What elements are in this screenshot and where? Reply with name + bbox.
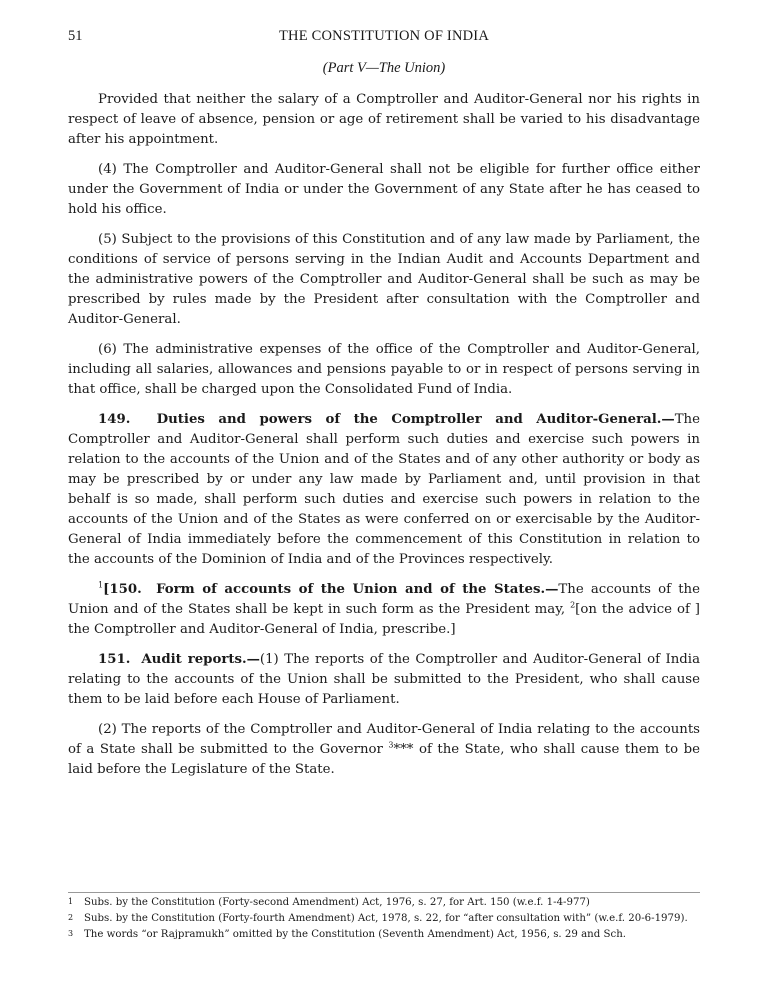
article-149-number: 149. [98, 412, 131, 427]
clause-6-paragraph: (6) The administrative expenses of the office of the Comptroller and Auditor-General, including all salaries, allowances and pensions payable to or in respect of persons serving in that office, shall be charged upon the Consolidated Fund of India. [68, 342, 700, 397]
footnote-1 [68, 896, 700, 910]
footnote-mark: 3 [68, 929, 74, 938]
footnote-text: Subs. by the Constitution (Forty-fourth Amendment) Act, 1978, s. 22, for “after consultation with” (w.e.f. 20-6-1979). [84, 913, 688, 924]
article-151 [68, 650, 700, 710]
article-150-text-b: [on the advice of ] the Comptroller and Auditor-General of India, prescribe.] [68, 602, 700, 637]
article-149 [68, 410, 700, 570]
running-title: THE CONSTITUTION OF INDIA [279, 28, 489, 44]
body-text [68, 90, 700, 790]
footnote-ref-2[interactable]: 2 [570, 600, 576, 610]
article-149-text: The Comptroller and Auditor-General shall perform such duties and exercise such powers in relation to the accounts of the Union and of the States and of any other authority or body as may be prescribed by or under any law made by Parliament and, until provision in that behalf is so made, shall perform such duties and exercise such powers in relation to the accounts of the Union and of the States as were conferred on or exercisable by the Auditor-General of India immediately before the commencement of this Constitution in relation to the accounts of the Dominion of India and of the Provinces respectively. [68, 412, 700, 567]
omission-mark: *** [393, 742, 414, 757]
article-149-title: Duties and powers of the Comptroller and Auditor-General.— [156, 412, 675, 427]
article-151-text: (1) The reports of the Comptroller and Auditor-General of India relating to the accounts of the Union shall be submitted to the President, who shall cause them to be laid before each House of Parliament. [68, 652, 700, 707]
article-151-clause-2 [68, 720, 700, 780]
clause-5-paragraph: (5) Subject to the provisions of this Constitution and of any law made by Parliament, the conditions of service of persons serving in the Indian Audit and Accounts Department and the administrative powers of the Comptroller and Auditor-General shall be such as may be prescribed by rules made by the President after consultation with the Comptroller and Auditor-General. [68, 232, 700, 327]
footnote-3 [68, 928, 700, 942]
footnotes [68, 892, 700, 944]
article-150-title: Form of accounts of the Union and of the States.— [156, 582, 559, 597]
footnote-mark: 1 [68, 897, 74, 906]
proviso-paragraph: Provided that neither the salary of a Comptroller and Auditor-General nor his rights in respect of leave of absence, pension or age of retirement shall be varied to his disadvantage after his appointment. [68, 92, 700, 147]
article-150-number: 150. [109, 582, 142, 597]
article-151-title: Audit reports.— [141, 652, 260, 667]
footnote-ref-3[interactable]: 3 [388, 740, 394, 750]
page-header [68, 28, 700, 50]
article-150 [68, 580, 700, 640]
article-150-bracket: [ [103, 582, 110, 597]
footnote-ref-1[interactable]: 1 [98, 580, 104, 590]
footnote-text: Subs. by the Constitution (Forty-second Amendment) Act, 1976, s. 27, for Art. 150 (w.e.f. 1-4-977) [84, 897, 590, 908]
part-heading: (Part V—The Union) [322, 60, 446, 76]
footnote-text: The words “or Rajpramukh” omitted by the Constitution (Seventh Amendment) Act, 1956, s. 29 and Sch. [84, 929, 626, 940]
clause-4-paragraph: (4) The Comptroller and Auditor-General shall not be eligible for further office either under the Government of India or under the Government of any State after he has ceased to hold his office. [68, 162, 700, 217]
article-150-text-a: The accounts of the Union and of the States shall be kept in such form as the President may, [68, 582, 700, 617]
clause-2-text-a: (2) The reports of the Comptroller and Auditor-General of India relating to the accounts of a State shall be submitted to the Governor [68, 722, 700, 757]
page-number: 51 [68, 28, 83, 44]
footnote-2 [68, 912, 700, 926]
article-151-number: 151. [98, 652, 131, 667]
clause-2-text-b: of the State, who shall cause them to be laid before the Legislature of the State. [68, 742, 700, 777]
footnote-mark: 2 [68, 913, 74, 922]
